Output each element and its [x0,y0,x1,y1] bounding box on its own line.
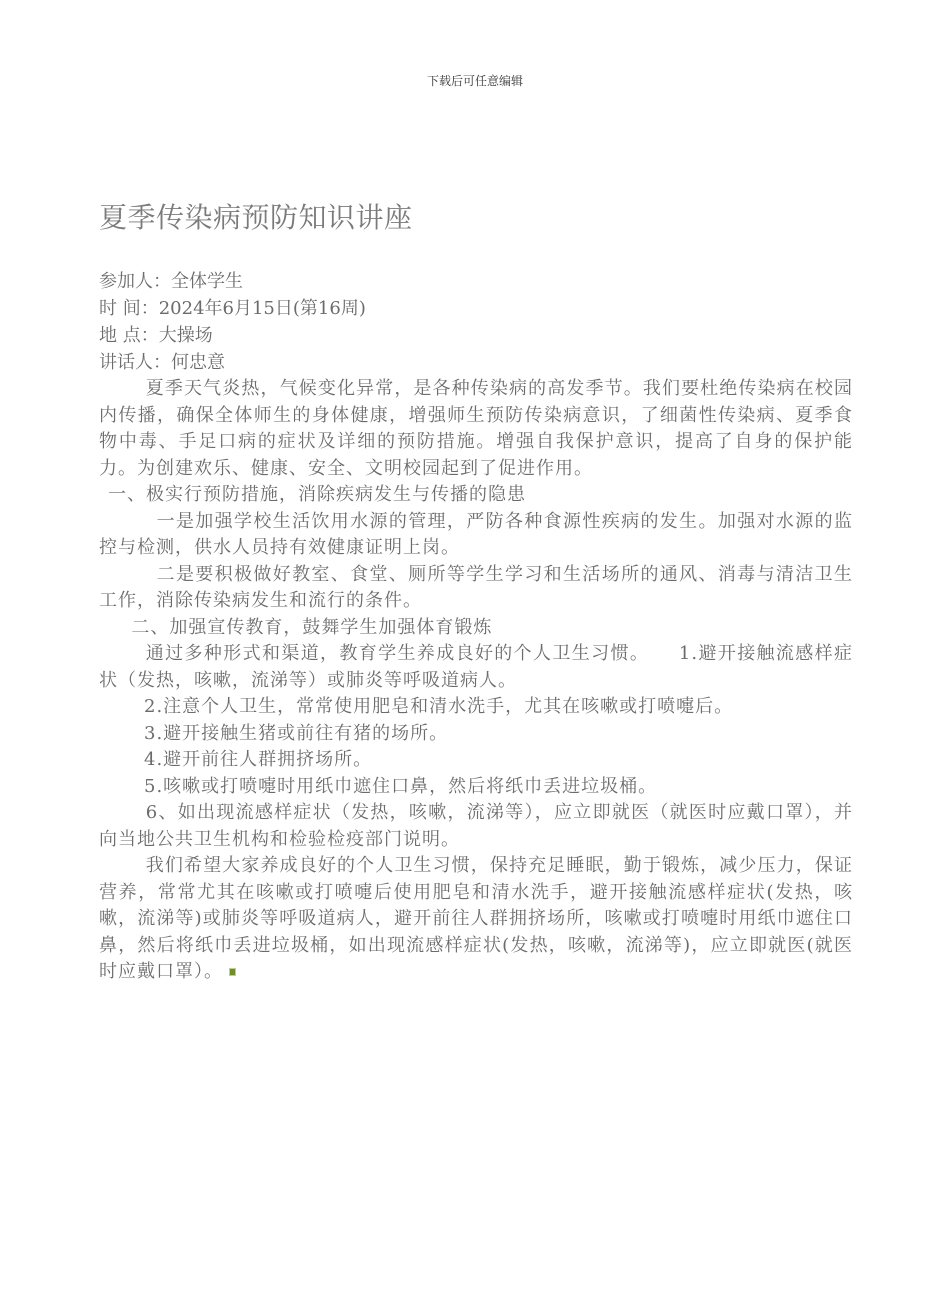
section2-paragraph-1: 通过多种形式和渠道，教育学生养成良好的个人卫生习惯。 1.避开接触流感样症状（发热，咳嗽，流涕等）或肺炎等呼吸道病人。 [99,643,853,691]
document-title: 夏季传染病预防知识讲座 [99,201,413,234]
list-item: 6、如出现流感样症状（发热，咳嗽，流涕等），应立即就医（就医时应戴口罩），并向当地公共卫生机构和检验检疫部门说明。 [99,802,853,850]
section-heading-1: 一、极实行预防措施，消除疾病发生与传播的隐患 [108,484,526,505]
closing-text: 我们希望大家养成良好的个人卫生习惯，保持充足睡眠，勤于锻炼，减少压力，保证营养，常常尤其在咳嗽或打喷嚏后使用肥皂和清水洗手，避开接触流感样症状(发热，咳嗽，流涕等)或肺炎等呼吸道病人，避开前往人群拥挤场所，咳嗽或打喷嚏时用纸巾遮住口鼻，然后将纸巾丢进垃圾桶，如出现流感样症状(发热，咳嗽，流涕等)，应立即就医(就医时应戴口罩）。 [99,855,853,982]
list-item: 3.避开接触生猪或前往有猪的场所。 [144,722,449,744]
list-item: 2.注意个人卫生，常常使用肥皂和清水洗手，尤其在咳嗽或打喷嚏后。 [144,696,734,717]
place-line: 地 点：大操场 [99,325,213,346]
document-body [99,376,853,986]
meta-block [99,268,859,376]
participants-line: 参加人：全体学生 [99,271,243,292]
list-item: 4.避开前往人群拥挤场所。 [144,749,373,770]
end-mark-icon [229,968,236,976]
closing-paragraph [99,853,853,986]
list-item: 5.咳嗽或打喷嚏时用纸巾遮住口鼻，然后将纸巾丢进垃圾桶。 [144,775,658,797]
section1-paragraph-2: 二是要积极做好教室、食堂、厕所等学生学习和生活场所的通风、消毒与清洁卫生工作，消除传染病发生和流行的条件。 [99,563,853,611]
section1-paragraph-1: 一是加强学校生活饮用水源的管理，严防各种食源性疾病的发生。加强对水源的监控与检测，供水人员持有效健康证明上岗。 [99,510,853,558]
header-note: 下载后可任意编辑 [426,74,523,88]
time-line: 时 间：2024年6月15日(第16周) [99,298,366,319]
speaker-line: 讲话人：何忠意 [99,352,225,373]
section-heading-2: 二、加强宣传教育，鼓舞学生加强体育锻炼 [131,616,493,638]
intro-paragraph: 夏季天气炎热，气候变化异常，是各种传染病的高发季节。我们要杜绝传染病在校园内传播，确保全体师生的身体健康，增强师生预防传染病意识，了细菌性传染病、夏季食物中毒、手足口病的症状及详细的预防措施。增强自我保护意识，提高了自身的保护能力。为创建欢乐、健康、安全、文明校园起到了促进作用。 [99,378,853,479]
